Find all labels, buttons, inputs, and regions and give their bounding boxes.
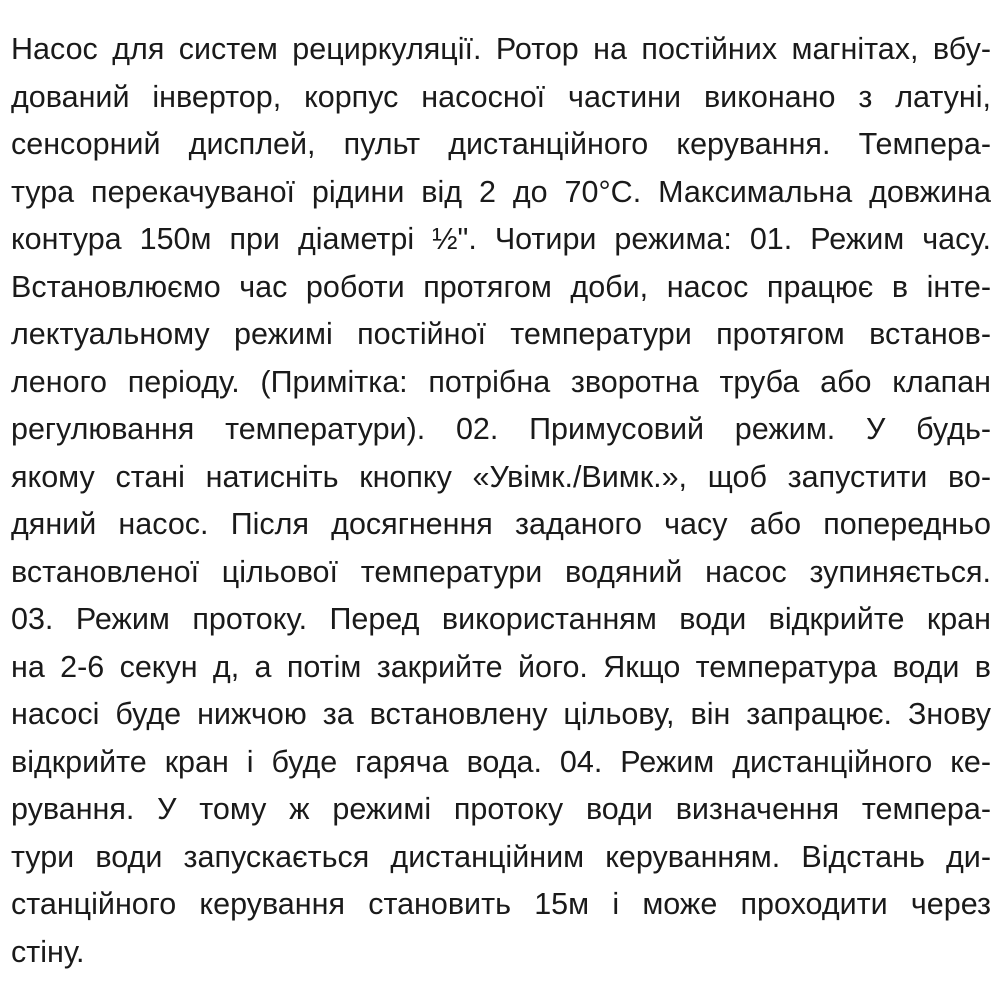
text-line: станційного керування становить 15м і може проходити через bbox=[11, 887, 991, 921]
document-body bbox=[11, 26, 991, 976]
text-line: Встановлюємо час роботи протягом доби, насос працює в інте- bbox=[11, 269, 991, 304]
text-line: насосі буде нижчою за встановлену цільову, він запрацює. Знову bbox=[11, 697, 991, 731]
text-line: тура перекачуваної рідини від 2 до 70°C. Максимальна довжина bbox=[11, 174, 991, 209]
text-line: відкрийте кран і буде гаряча вода. 04. Режим дистанційного ке- bbox=[11, 744, 991, 779]
text-line: тури води запускається дистанційним керуванням. Відстань ди- bbox=[11, 839, 991, 874]
text-line: 03. Режим протоку. Перед використанням води відкрийте кран bbox=[11, 602, 991, 636]
text-line: дований інвертор, корпус насосної частини виконано з латуні, bbox=[11, 79, 991, 114]
text-line: лектуальному режимі постійної температури протягом встанов- bbox=[11, 317, 991, 351]
text-line: регулювання температури). 02. Примусовий режим. У будь- bbox=[11, 412, 991, 446]
text-line: якому стані натисніть кнопку «Увімк./Вимк.», щоб запустити во- bbox=[11, 459, 991, 494]
text-line: на 2-6 секун д, а потім закрийте його. Якщо температура води в bbox=[11, 649, 991, 684]
text-line: рування. У тому ж режимі протоку води визначення темпера- bbox=[11, 792, 991, 826]
text-line: леного періоду. (Примітка: потрібна зворотна труба або клапан bbox=[11, 364, 991, 399]
text-line: дяний насос. Після досягнення заданого часу або попередньо bbox=[11, 507, 991, 541]
text-line: контура 150м при діаметрі ½". Чотири режима: 01. Режим часу. bbox=[11, 222, 991, 256]
text-line: Насос для систем рециркуляції. Ротор на постійних магнітах, вбу- bbox=[11, 32, 991, 66]
text-line: стіну. bbox=[11, 934, 85, 969]
text-line: сенсорний дисплей, пульт дистанційного керування. Темпера- bbox=[11, 127, 991, 161]
text-line: встановленої цільової температури водяний насос зупиняється. bbox=[11, 554, 991, 589]
